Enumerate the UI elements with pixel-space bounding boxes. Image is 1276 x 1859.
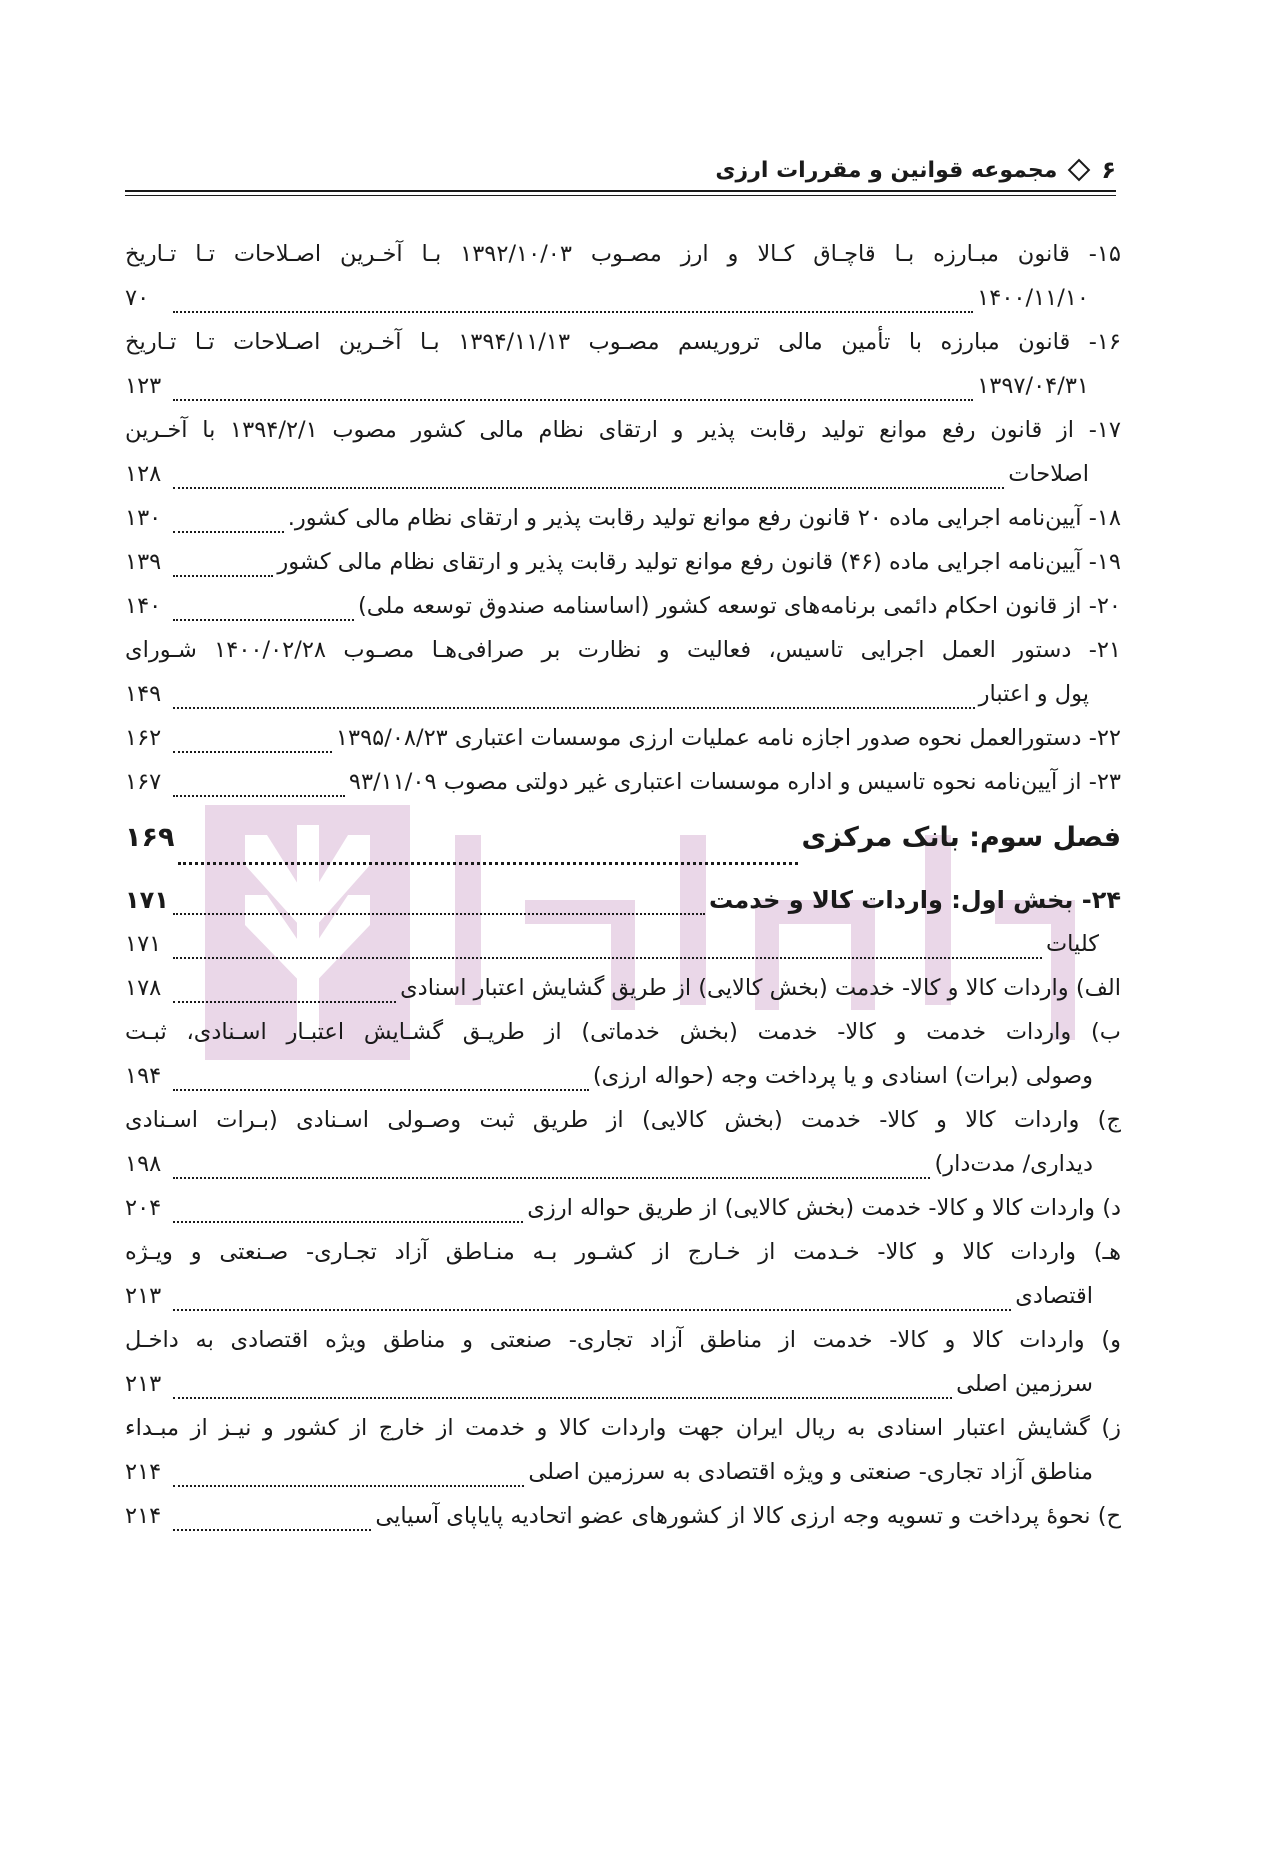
- toc-entry-line: [125, 922, 1121, 966]
- toc-entry-title: ب) واردات خدمت و کالا- خدمت (بخش خدماتی) از طریـق گشـایش اعتبـار اسـنادی، ثبـت: [125, 1019, 1121, 1045]
- toc-entry-line: [125, 1362, 1121, 1406]
- dot-leader: [173, 575, 273, 577]
- table-of-contents: [125, 232, 1121, 1538]
- toc-entry[interactable]: [125, 1010, 1121, 1098]
- toc-page-number: ۱۶۹: [125, 822, 175, 853]
- toc-entry[interactable]: [125, 1318, 1121, 1406]
- toc-entry-title: الف) واردات کالا و کالا- خدمت (بخش کالایی) از طریق گشایش اعتبار اسنادی: [400, 975, 1121, 1001]
- diamond-icon: [1068, 159, 1091, 182]
- toc-entry-title: ۱۴۰۰/۱۱/۱۰: [977, 285, 1089, 311]
- header-rule: [125, 190, 1116, 192]
- toc-entry-line: [125, 1318, 1121, 1362]
- toc-entry-line: [125, 496, 1121, 540]
- toc-entry-line: [125, 1098, 1121, 1142]
- toc-entry-line: [125, 276, 1121, 320]
- toc-page-number: ۱۷۱: [125, 931, 162, 957]
- toc-entry-title: ۱۵- قانون مبـارزه بـا قاچـاق کـالا و ارز مصـوب ۱۳۹۲/۱۰/۰۳ بـا آخـرین اصـلاحات تـا تـاریخ: [125, 241, 1121, 267]
- toc-page-number: ۷۰: [125, 285, 150, 311]
- dot-leader: [173, 1397, 952, 1399]
- dot-leader: [173, 707, 975, 709]
- toc-entry-title: ۱۸- آیین‌نامه اجرایی ماده ۲۰ قانون رفع موانع تولید رقابت پذیر و ارتقای نظام مالی کشور.: [287, 505, 1121, 531]
- dot-leader: [173, 487, 1004, 489]
- dot-leader: [173, 399, 973, 401]
- dot-leader: [173, 531, 284, 533]
- toc-entry-line: [125, 966, 1121, 1010]
- toc-page-number: ۱۴۹: [125, 681, 162, 707]
- toc-entry-title: ۱۹- آیین‌نامه اجرایی ماده (۴۶) قانون رفع موانع تولید رقابت پذیر و ارتقای نظام مالی کشور: [277, 549, 1121, 575]
- toc-entry-title: ۲۳- از آیین‌نامه نحوه تاسیس و اداره موسسات اعتباری غیر دولتی مصوب ۹۳/۱۱/۰۹: [348, 769, 1121, 795]
- toc-entry-title: ۲۱- دستور العمل اجرایی تاسیس، فعالیت و نظارت بر صرافی‌هـا مصـوب ۱۴۰۰/۰۲/۲۸ شـورای: [125, 637, 1121, 663]
- dot-leader: [173, 1309, 1011, 1311]
- toc-entry-title: فصل سوم: بانک مرکزی: [801, 822, 1121, 853]
- toc-entry-title: ۲۲- دستورالعمل نحوه صدور اجازه نامه عملیات ارزی موسسات اعتباری ۱۳۹۵/۰۸/۲۳: [335, 725, 1121, 751]
- toc-entry-line: [125, 1010, 1121, 1054]
- toc-page-number: ۲۰۴: [125, 1195, 162, 1221]
- dot-leader: [173, 751, 332, 753]
- book-title: مجموعه قوانین و مقررات ارزی: [715, 157, 1058, 183]
- toc-entry-title: ۱۳۹۷/۰۴/۳۱: [977, 373, 1089, 399]
- dot-leader: [173, 1001, 396, 1003]
- dot-leader: [173, 1221, 523, 1223]
- toc-entry[interactable]: [125, 966, 1121, 1010]
- toc-entry-title: ۲۴- بخش اول: واردات کالا و خدمت: [709, 886, 1121, 914]
- toc-entry-line: [125, 716, 1121, 760]
- toc-page-number: ۱۷۱: [125, 886, 169, 914]
- toc-page-number: ۲۱۳: [125, 1371, 162, 1397]
- toc-entry-line: [125, 1230, 1121, 1274]
- toc-page-number: ۱۹۴: [125, 1063, 162, 1089]
- dot-leader: [173, 795, 345, 797]
- toc-entry-title: هـ) واردات کالا و کالا- خـدمت از خـارج از کشـور بـه منـاطق آزاد تجـاری- صـنعتی و ویـژه: [125, 1239, 1121, 1265]
- toc-page-number: ۱۳۹: [125, 549, 162, 575]
- toc-entry[interactable]: [125, 1186, 1121, 1230]
- toc-page-number: ۱۶۷: [125, 769, 162, 795]
- toc-entry-title: ج) واردات کالا و کالا- خدمت (بخش کالایی) از طریق ثبت وصـولی اسـنادی (بـرات اسـنادی: [125, 1107, 1121, 1133]
- toc-page-number: ۱۴۰: [125, 593, 162, 619]
- toc-entry[interactable]: [125, 320, 1121, 408]
- toc-page-number: ۲۱۴: [125, 1459, 162, 1485]
- toc-entry-line: [125, 584, 1121, 628]
- toc-entry-line: [125, 628, 1121, 672]
- toc-entry-line: [125, 1142, 1121, 1186]
- toc-page-number: ۱۹۸: [125, 1151, 162, 1177]
- toc-entry-title: ۱۶- قانون مبارزه با تأمین مالی تروریسم مصـوب ۱۳۹۴/۱۱/۱۳ بـا آخـرین اصـلاحات تـا تـاریخ: [125, 329, 1121, 355]
- toc-entry[interactable]: [125, 540, 1121, 584]
- dot-leader: [173, 1177, 930, 1179]
- toc-entry[interactable]: [125, 716, 1121, 760]
- toc-entry[interactable]: [125, 922, 1121, 966]
- toc-part-heading[interactable]: [125, 878, 1121, 922]
- toc-entry[interactable]: [125, 760, 1121, 804]
- toc-entry[interactable]: [125, 496, 1121, 540]
- toc-entry-title: پول و اعتبار: [978, 681, 1089, 707]
- toc-entry-title: ۲۰- از قانون احکام دائمی برنامه‌های توسعه کشور (اساسنامه صندوق توسعه ملی): [357, 593, 1121, 619]
- toc-entry[interactable]: [125, 408, 1121, 496]
- toc-entry-title: دیداری/ مدت‌دار): [934, 1151, 1093, 1177]
- toc-entry-title: ح) نحوهٔ پرداخت و تسویه وجه ارزی کالا از کشورهای عضو اتحادیه پایاپای آسیایی: [375, 1503, 1121, 1529]
- toc-entry-line: [125, 1450, 1121, 1494]
- dot-leader: [173, 1529, 371, 1531]
- toc-entry-title: اصلاحات: [1008, 461, 1089, 487]
- dot-leader: [173, 311, 973, 313]
- toc-entry[interactable]: [125, 1494, 1121, 1538]
- toc-entry-line: [125, 364, 1121, 408]
- toc-page-number: ۱۳۰: [125, 505, 162, 531]
- dot-leader: [173, 913, 705, 915]
- toc-entry[interactable]: [125, 628, 1121, 716]
- toc-entry-line: [125, 408, 1121, 452]
- toc-entry[interactable]: [125, 1406, 1121, 1494]
- dot-leader: [173, 957, 1042, 959]
- toc-page-number: ۱۶۲: [125, 725, 162, 751]
- dot-leader: [178, 862, 797, 865]
- toc-entry-title: ز) گشایش اعتبار اسنادی به ریال ایران جهت واردات کالا و خدمت از خارج از کشور و نیـز از مبـداء: [125, 1415, 1121, 1441]
- toc-page-number: ۲۱۴: [125, 1503, 162, 1529]
- dot-leader: [173, 1485, 524, 1487]
- toc-entry-line: [125, 1406, 1121, 1450]
- toc-entry[interactable]: [125, 232, 1121, 320]
- toc-entry-line: [125, 1274, 1121, 1318]
- page-number: ۶: [1101, 156, 1116, 184]
- toc-chapter-heading[interactable]: [125, 816, 1121, 872]
- toc-entry[interactable]: [125, 1230, 1121, 1318]
- toc-entry-line: [125, 452, 1121, 496]
- toc-entry-line: [125, 1186, 1121, 1230]
- toc-page-number: ۱۲۸: [125, 461, 162, 487]
- toc-entry-title: وصولی (برات) اسنادی و یا پرداخت وجه (حواله ارزی): [592, 1063, 1093, 1089]
- toc-page-number: ۲۱۳: [125, 1283, 162, 1309]
- toc-entry-title: کلیات: [1046, 931, 1099, 957]
- running-header: [125, 150, 1116, 190]
- toc-entry-line: [125, 878, 1121, 922]
- toc-entry-line: [125, 540, 1121, 584]
- toc-entry-title: د) واردات کالا و کالا- خدمت (بخش کالایی) از طریق حواله ارزی: [527, 1195, 1121, 1221]
- toc-entry-line: [125, 1054, 1121, 1098]
- toc-entry-line: [125, 1494, 1121, 1538]
- toc-entry-title: ۱۷- از قانون رفع موانع تولید رقابت پذیر و ارتقای نظام مالی کشور مصوب ۱۳۹۴/۲/۱ با آخـرین: [125, 417, 1121, 443]
- toc-page-number: ۱۲۳: [125, 373, 162, 399]
- toc-entry-line: [125, 320, 1121, 364]
- toc-entry-line: [125, 232, 1121, 276]
- toc-entry[interactable]: [125, 584, 1121, 628]
- toc-entry-line: [125, 760, 1121, 804]
- toc-entry-title: اقتصادی: [1015, 1283, 1093, 1309]
- toc-page-number: ۱۷۸: [125, 975, 162, 1001]
- toc-entry-line: [125, 816, 1121, 872]
- header-rule-thin: [125, 195, 1116, 196]
- toc-entry-title: و) واردات کالا و کالا- خدمت از مناطق آزاد تجاری- صنعتی و مناطق ویژه اقتصادی به داخـل: [125, 1327, 1121, 1353]
- toc-entry[interactable]: [125, 1098, 1121, 1186]
- dot-leader: [173, 619, 354, 621]
- dot-leader: [173, 1089, 589, 1091]
- toc-entry-line: [125, 672, 1121, 716]
- toc-entry-title: سرزمین اصلی: [956, 1371, 1093, 1397]
- toc-entry-title: مناطق آزاد تجاری- صنعتی و ویژه اقتصادی به سرزمین اصلی: [528, 1459, 1093, 1485]
